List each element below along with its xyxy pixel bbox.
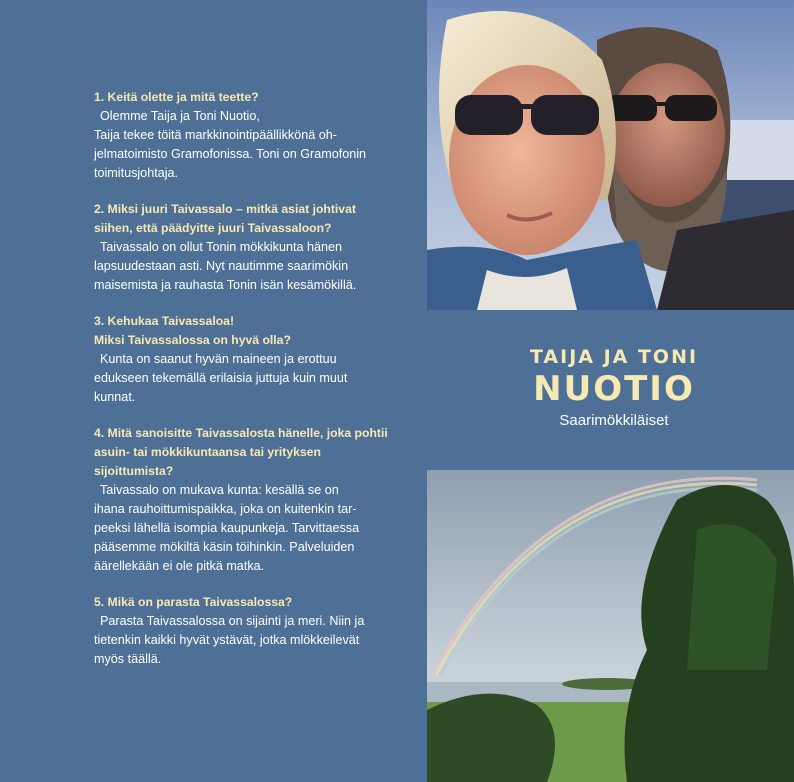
question-2-line: siihen, että päädyitte juuri Taivassaloon? (94, 221, 332, 235)
answer-line: ihana rauhoittumispaikka, joka on kuitenkin tar- (94, 502, 357, 516)
subtitle: Saarimökkiläiset (559, 412, 669, 429)
answer-line: Kunta on saanut hyvän maineen ja erottuu (100, 352, 337, 366)
qa-item-2 (94, 200, 394, 295)
answer-line: lapsuudestaan asti. Nyt nautimme saarimökin (94, 259, 349, 273)
rainbow-lake-landscape-photo (427, 470, 794, 782)
title-first-names: TAIJA JA TONI (529, 346, 699, 368)
answer-2 (94, 238, 394, 295)
question-1: 1. Keitä olette ja mitä teette? (94, 90, 259, 104)
answer-line: myös täällä. (94, 652, 162, 666)
qa-item-3 (94, 312, 394, 407)
qa-item-4 (94, 424, 394, 576)
question-2-line: 2. Miksi juuri Taivassalo – mitkä asiat johtivat (94, 202, 356, 216)
answer-line: kunnat. (94, 390, 136, 404)
title-block (494, 345, 734, 431)
answer-line: peeksi lähellä isompia kaupunkeja. Tarvittaessa (94, 521, 360, 535)
qa-item-1 (94, 88, 394, 183)
answer-line: jelmatoimisto Gramofonissa. Toni on Gramofonin (94, 147, 367, 161)
question-3-line: Miksi Taivassalossa on hyvä olla? (94, 333, 291, 347)
answer-line: pääsemme mökiltä käsin töihinkin. Palveluiden (94, 540, 355, 554)
question-4-line: 4. Mitä sanoisitte Taivassalosta hänelle, joka pohtii (94, 426, 388, 440)
answer-line: Parasta Taivassalossa on sijainti ja meri. Niin ja (100, 614, 365, 628)
answer-line: Taija tekee töitä markkinointipäällikkönä oh- (94, 128, 337, 142)
answer-line: äärellekään ei ole pitkä matka. (94, 559, 265, 573)
answer-1 (94, 107, 394, 183)
answer-line: Olemme Taija ja Toni Nuotio, (100, 109, 260, 123)
answer-line: Taivassalo on ollut Tonin mökkikunta hänen (100, 240, 342, 254)
couple-selfie-photo (427, 0, 794, 310)
question-3-line: 3. Kehukaa Taivassaloa! (94, 314, 235, 328)
qa-item-5 (94, 593, 394, 669)
answer-5 (94, 612, 394, 669)
question-5: 5. Mikä on parasta Taivassalossa? (94, 595, 293, 609)
answer-line: edukseen tekemällä erilaisia juttuja kuin muut (94, 371, 348, 385)
answer-3 (94, 350, 394, 407)
answer-4 (94, 481, 394, 576)
answer-line: tietenkin kaikki hyvät ystävät, jotka mlökkeilevät (94, 633, 360, 647)
answer-line: Taivassalo on mukava kunta: kesällä se on (100, 483, 339, 497)
answer-line: maisemista ja rauhasta Tonin isän kesämökillä. (94, 278, 357, 292)
interview-text-column (94, 88, 394, 686)
title-surname: NUOTIO (533, 369, 695, 409)
answer-line: toimitusjohtaja. (94, 166, 178, 180)
question-4-line: asuin- tai mökkikuntaansa tai yrityksen sijoittumista? (94, 445, 321, 478)
